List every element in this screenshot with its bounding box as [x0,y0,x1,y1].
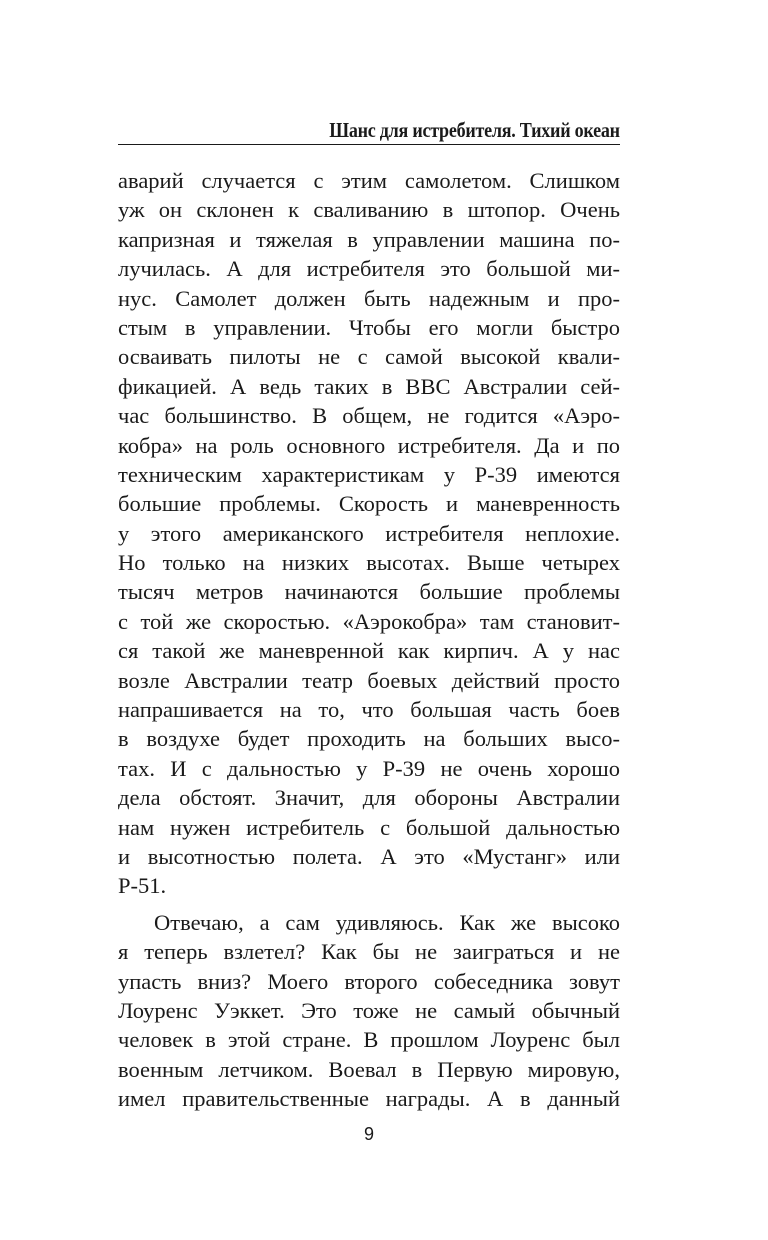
book-page [118,0,620,1240]
text-line: военным летчиком. Воевал в Первую мировую, [118,1056,620,1082]
text-line: нус. Самолет должен быть надежным и про- [118,285,620,311]
text-line: имел правительственные награды. А в данный [118,1086,620,1112]
text-line: большие проблемы. Скорость и маневренность [118,491,620,517]
page-number: 9 [363,1124,374,1144]
text-line: Отвечаю, а сам удивляюсь. Как же высоко [154,909,620,935]
text-line: ся такой же маневренной как кирпич. А у нас [118,638,620,664]
text-line: фикацией. А ведь таких в ВВС Австралии сей- [118,373,620,399]
text-line: кобра» на роль основного истребителя. Да и по [118,432,620,458]
text-line: осваивать пилоты не с самой высокой квали- [118,344,620,370]
text-line: час большинство. В общем, не годится «Аэро- [118,403,620,429]
text-line: Но только на низких высотах. Выше четырех [118,550,620,576]
text-line: напрашивается на то, что большая часть боев [118,697,620,723]
body-text [118,166,620,1114]
text-line: Лоуренс Уэккет. Это тоже не самый обычный [118,997,620,1023]
paragraph-gap [118,901,620,908]
text-line: Р-51. [118,873,167,899]
text-line: человек в этой стране. В прошлом Лоуренс был [118,1027,620,1053]
header-rule [118,144,620,145]
paragraph [118,908,620,1114]
text-line: нам нужен истребитель с большой дальностью [118,814,620,840]
text-line: стым в управлении. Чтобы его могли быстро [118,314,620,340]
text-line: и высотностью полета. А это «Мустанг» или [118,843,620,869]
text-line: лучилась. А для истребителя это большой ми- [118,256,620,282]
text-line: тах. И с дальностью у Р-39 не очень хорошо [118,755,620,781]
text-line: упасть вниз? Моего второго собеседника зовут [118,968,620,994]
text-line: техническим характеристикам у Р-39 имеются [118,461,620,487]
text-line: аварий случается с этим самолетом. Слишком [118,168,620,193]
text-line: уж он склонен к сваливанию в штопор. Очень [118,197,620,223]
text-line: с той же скоростью. «Аэрокобра» там становит- [118,608,620,634]
text-line: дела обстоят. Значит, для обороны Австралии [118,785,620,811]
text-line: я теперь взлетел? Как бы не заиграться и не [118,939,620,965]
paragraph [118,166,620,901]
running-title: Шанс для истребителя. Тихий океан [329,118,620,142]
text-line: возле Австралии театр боевых действий просто [118,667,620,693]
text-line: у этого американского истребителя неплохие. [118,520,620,546]
text-line: капризная и тяжелая в управлении машина по- [118,226,620,252]
text-line: тысяч метров начинаются большие проблемы [118,579,620,605]
text-line: в воздухе будет проходить на больших высо- [118,726,620,752]
